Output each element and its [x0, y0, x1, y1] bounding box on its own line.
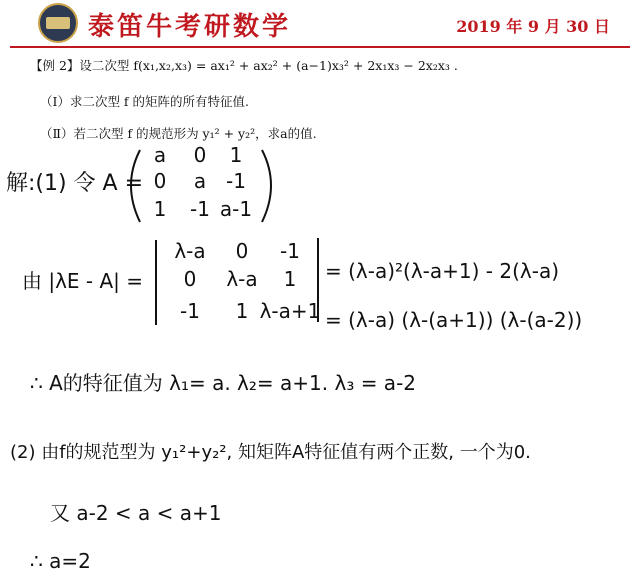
problem-statement: 【例 2】设二次型 f(x₁,x₂,x₃) = ax₁² + ax₂² + (a−1)x₃² + 2x₁x₃ − 2x₂x₃ . — [30, 58, 458, 73]
matrix-det — [174, 239, 320, 323]
bracket-right — [262, 150, 271, 222]
matrix-a-cell: 0 — [193, 143, 207, 167]
brand-title: 泰笛牛考研数学 — [88, 12, 292, 42]
question-2: （Ⅱ）若二次型 f 的规范形为 y₁² + y₂²，求a的值. — [40, 126, 317, 141]
det-result-1: = (λ-a)²(λ-a+1) - 2(λ-a) — [325, 259, 560, 283]
matrix-det-cell: 0 — [183, 267, 197, 291]
question-1: （Ⅰ）求二次型 f 的矩阵的所有特征值. — [40, 94, 249, 109]
matrix-a-cell: 0 — [153, 169, 167, 193]
matrix-a-cell: -1 — [190, 197, 210, 221]
matrix-a-cell: 1 — [153, 197, 167, 221]
matrix-det-cell: 1 — [235, 299, 249, 323]
matrix-det-cell: 0 — [235, 239, 249, 263]
part1-label: 解:(1) 令 A = — [6, 171, 144, 196]
answer-line: ∴ a=2 — [30, 549, 91, 573]
eigen-line: ∴ A的特征值为 λ₁= a. λ₂= a+1. λ₃ = a-2 — [30, 371, 417, 395]
inequality-line: 又 a-2 < a < a+1 — [50, 501, 222, 525]
det-label: 由 |λE - A| = — [22, 269, 144, 293]
matrix-det-cell: -1 — [280, 239, 300, 263]
matrix-det-cell: λ-a — [226, 267, 258, 291]
matrix-a-cell: a — [193, 169, 207, 193]
matrix-a-cell: a — [153, 143, 167, 167]
det-result-2: = (λ-a) (λ-(a+1)) (λ-(a-2)) — [325, 308, 583, 332]
matrix-a-cell: a-1 — [219, 197, 253, 221]
date: 2019 年 9 月 30 日 — [456, 17, 610, 36]
matrix-det-cell: 1 — [283, 267, 297, 291]
part2-line: (2) 由f的规范型为 y₁²+y₂², 知矩阵A特征值有两个正数, 一个为0. — [10, 442, 531, 463]
matrix-a — [154, 143, 252, 221]
matrix-det-cell: -1 — [180, 299, 200, 323]
matrix-det-cell: λ-a+1 — [259, 299, 321, 323]
matrix-a-cell: -1 — [226, 169, 246, 193]
matrix-a-cell: 1 — [229, 143, 243, 167]
matrix-det-cell: λ-a — [174, 239, 206, 263]
